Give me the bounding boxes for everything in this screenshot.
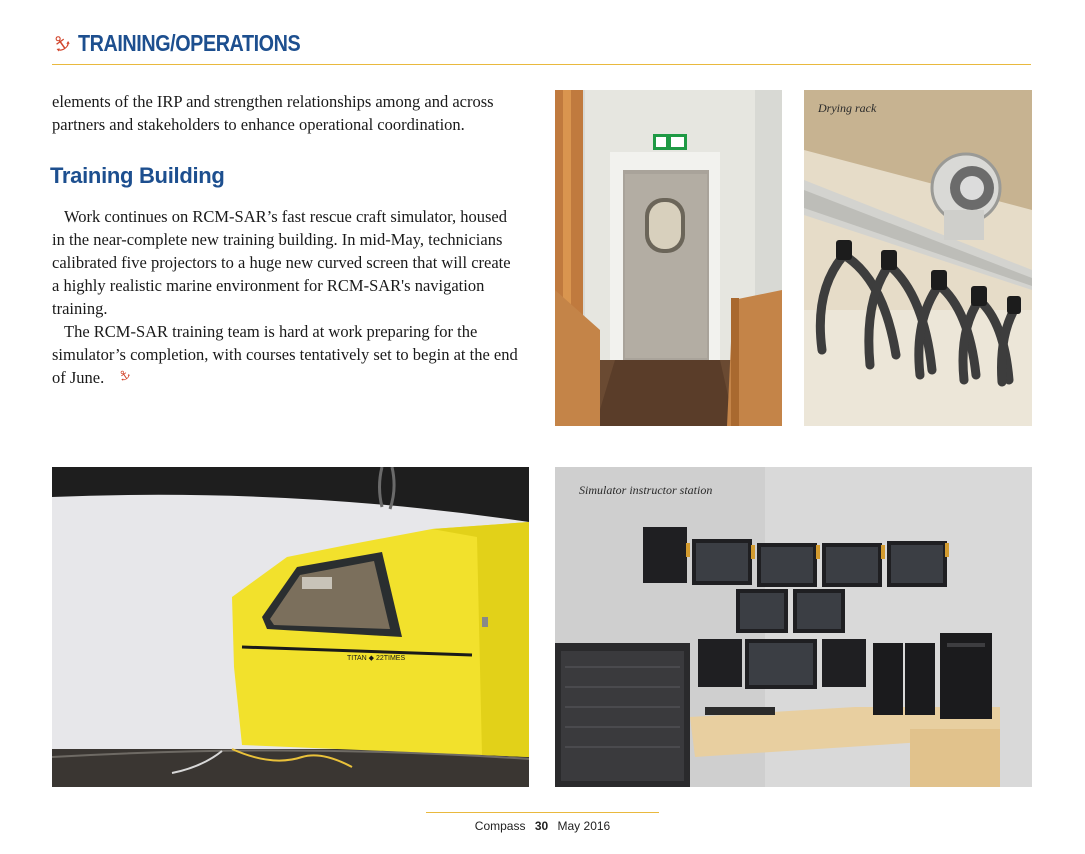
footer-page-number: 30: [534, 819, 549, 833]
instructor-station-caption: Simulator instructor station: [579, 483, 713, 497]
footer-date: May 2016: [557, 819, 611, 833]
doorway-illustration: [555, 90, 782, 426]
body-paragraph-2: [52, 320, 522, 391]
drying-rack-caption: Drying rack: [818, 101, 877, 115]
anchor-icon: ⚓: [46, 28, 76, 58]
footer-publication: Compass: [474, 819, 526, 833]
body-paragraph-2-text: The RCM-SAR training team is hard at work preparing for the simulator’s completion, with courses tentatively set to begin at the end of June.: [52, 322, 518, 387]
subheading: Training Building: [50, 163, 225, 188]
end-anchor-icon: ⚓: [115, 366, 135, 386]
article-text: [52, 90, 522, 391]
intro-paragraph: elements of the IRP and strengthen relationships among and across partners and stakeholders to enhance operational coordination.: [52, 92, 494, 134]
doorway-photo: [555, 90, 782, 426]
page-header: [46, 28, 336, 58]
page-footer: [0, 819, 1085, 833]
footer-rule: [426, 812, 659, 813]
simulator-label: TITAN ◆ 22TIMES: [347, 655, 406, 662]
section-title: TRAINING/OPERATIONS: [77, 29, 301, 56]
header-rule: [52, 64, 1031, 65]
instructor-station-illustration: [555, 467, 1032, 787]
drying-rack-illustration: [804, 90, 1032, 426]
body-paragraph-1: Work continues on RCM-SAR’s fast rescue craft simulator, housed in the near-complete new training building. In mid-May, technicians calibrated five projectors to a huge new curved screen that will create a highly realistic marine environment for RCM-SAR's navigation training.: [52, 207, 511, 318]
simulator-photo: [52, 467, 529, 787]
simulator-illustration: [52, 467, 529, 787]
drying-rack-photo: [804, 90, 1032, 426]
instructor-station-photo: [555, 467, 1032, 787]
